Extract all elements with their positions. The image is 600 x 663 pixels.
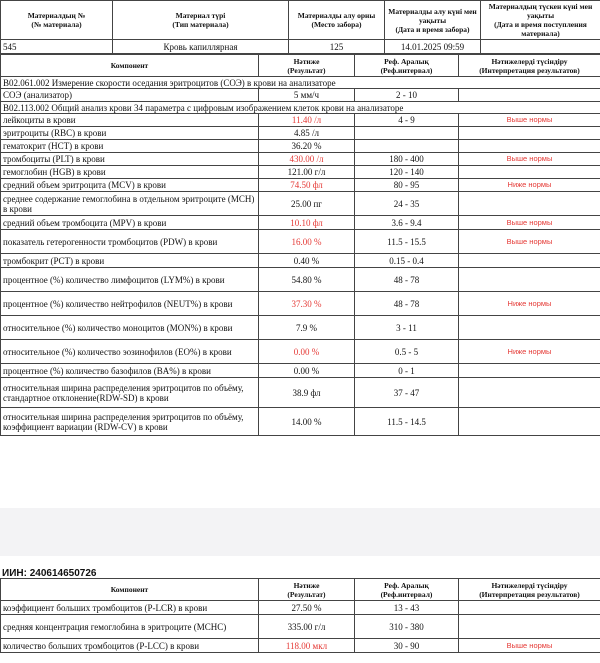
result-value: 10.10 фл bbox=[259, 216, 355, 230]
interp-header: Нәтижелерді түсіндіру (Интерпретация результатов) bbox=[459, 55, 600, 77]
result-row bbox=[1, 216, 600, 230]
sample-number: 545 bbox=[1, 40, 113, 54]
interpretation: Ниже нормы bbox=[459, 340, 600, 364]
interpretation bbox=[459, 364, 600, 378]
result-row bbox=[1, 192, 600, 216]
reference-interval: 48 - 78 bbox=[355, 268, 459, 292]
reference-interval bbox=[355, 127, 459, 140]
result-value: 7.9 % bbox=[259, 316, 355, 340]
component-name: среднее содержание гемоглобина в отдельном эритроците (MCH) в крови bbox=[1, 192, 259, 216]
result-value: 430.00 /л bbox=[259, 153, 355, 166]
interpretation: Ниже нормы bbox=[459, 292, 600, 316]
reference-interval: 3.6 - 9.4 bbox=[355, 216, 459, 230]
result-header-2: Нәтиже (Результат) bbox=[259, 579, 355, 601]
result-header: Нәтиже (Результат) bbox=[259, 55, 355, 77]
reference-interval: 37 - 47 bbox=[355, 378, 459, 408]
reference-interval: 30 - 90 bbox=[355, 639, 459, 653]
interpretation: Выше нормы bbox=[459, 153, 600, 166]
result-value: 16.00 % bbox=[259, 230, 355, 254]
component-name: средний объем эритроцита (MCV) в крови bbox=[1, 179, 259, 192]
interpretation bbox=[459, 140, 600, 153]
component-name: количество больших тромбоцитов (P-LCC) в крови bbox=[1, 639, 259, 653]
result-value: 74.50 фл bbox=[259, 179, 355, 192]
sample-received-header: Материалдың түскен күні мен уақыты (Дата и время поступления материала) bbox=[481, 1, 600, 40]
result-row bbox=[1, 166, 600, 179]
component-name: лейкоциты в крови bbox=[1, 114, 259, 127]
reference-interval: 11.5 - 15.5 bbox=[355, 230, 459, 254]
component-name: процентное (%) количество базофилов (BA%) в крови bbox=[1, 364, 259, 378]
component-name: СОЭ (анализатор) bbox=[1, 89, 259, 102]
reference-interval: 310 - 380 bbox=[355, 615, 459, 639]
reference-interval: 13 - 43 bbox=[355, 601, 459, 615]
interpretation: Ниже нормы bbox=[459, 179, 600, 192]
result-row bbox=[1, 127, 600, 140]
component-name: гемоглобин (HGB) в крови bbox=[1, 166, 259, 179]
section-row bbox=[1, 102, 600, 114]
result-value: 335.00 г/л bbox=[259, 615, 355, 639]
reference-interval: 180 - 400 bbox=[355, 153, 459, 166]
result-row bbox=[1, 408, 600, 436]
reference-interval: 80 - 95 bbox=[355, 179, 459, 192]
result-row bbox=[1, 114, 600, 127]
result-row bbox=[1, 601, 600, 615]
sample-number-header: Материалдың № (№ материала) bbox=[1, 1, 113, 40]
sample-type: Кровь капиллярная bbox=[113, 40, 289, 54]
component-name: тромбоциты (PLT) в крови bbox=[1, 153, 259, 166]
lab-report-page-2 bbox=[0, 578, 600, 653]
component-name: процентное (%) количество нейтрофилов (NEUT%) в крови bbox=[1, 292, 259, 316]
sample-place-header: Материалды алу орны (Место забора) bbox=[289, 1, 385, 40]
result-row bbox=[1, 254, 600, 268]
interpretation bbox=[459, 378, 600, 408]
reference-interval: 0.5 - 5 bbox=[355, 340, 459, 364]
result-value: 118.00 мкл bbox=[259, 639, 355, 653]
component-name: тромбокрит (PCT) в крови bbox=[1, 254, 259, 268]
interp-header-2: Нәтижелерді түсіндіру (Интерпретация результатов) bbox=[459, 579, 600, 601]
interpretation: Выше нормы bbox=[459, 114, 600, 127]
reference-interval: 24 - 35 bbox=[355, 192, 459, 216]
result-value: 5 мм/ч bbox=[259, 89, 355, 102]
section-title: B02.113.002 Общий анализ крови 34 параметра с цифровым изображением клеток крови на анализаторе bbox=[1, 102, 600, 114]
interpretation bbox=[459, 166, 600, 179]
reference-interval: 0.15 - 0.4 bbox=[355, 254, 459, 268]
results-table-2 bbox=[0, 578, 600, 653]
sample-received-at bbox=[481, 40, 600, 54]
result-row bbox=[1, 230, 600, 254]
result-row bbox=[1, 89, 600, 102]
ref-header-2: Реф. Аралық (Реф.интервал) bbox=[355, 579, 459, 601]
result-value: 121.00 г/л bbox=[259, 166, 355, 179]
result-value: 38.9 фл bbox=[259, 378, 355, 408]
result-value: 14.00 % bbox=[259, 408, 355, 436]
result-value: 25.00 пг bbox=[259, 192, 355, 216]
reference-interval: 4 - 9 bbox=[355, 114, 459, 127]
component-name: эритроциты (RBC) в крови bbox=[1, 127, 259, 140]
sample-taken-at: 14.01.2025 09:59 bbox=[385, 40, 481, 54]
reference-interval: 120 - 140 bbox=[355, 166, 459, 179]
interpretation bbox=[459, 316, 600, 340]
result-row bbox=[1, 140, 600, 153]
result-value: 36.20 % bbox=[259, 140, 355, 153]
component-name: коэффициент больших тромбоцитов (P-LCR) в крови bbox=[1, 601, 259, 615]
interpretation bbox=[459, 268, 600, 292]
result-row bbox=[1, 364, 600, 378]
reference-interval: 11.5 - 14.5 bbox=[355, 408, 459, 436]
component-name: относительная ширина распределения эритроцитов по объёму, стандартное отклонение(RDW-SD) в крови bbox=[1, 378, 259, 408]
section-title: B02.061.002 Измерение скорости оседания эритроцитов (СОЭ) в крови на анализаторе bbox=[1, 77, 600, 89]
result-value: 11.40 /л bbox=[259, 114, 355, 127]
sample-info-table bbox=[0, 0, 600, 54]
reference-interval: 48 - 78 bbox=[355, 292, 459, 316]
result-value: 54.80 % bbox=[259, 268, 355, 292]
sample-type-header: Материал түрі (Тип материала) bbox=[113, 1, 289, 40]
interpretation bbox=[459, 89, 600, 102]
result-row bbox=[1, 153, 600, 166]
interpretation bbox=[459, 127, 600, 140]
result-value: 27.50 % bbox=[259, 601, 355, 615]
interpretation bbox=[459, 254, 600, 268]
iin-label: ИИН: 240614650726 bbox=[2, 568, 97, 579]
result-value: 4.85 /л bbox=[259, 127, 355, 140]
component-name: относительное (%) количество эозинофилов (EO%) в крови bbox=[1, 340, 259, 364]
component-name: гематокрит (НСТ) в крови bbox=[1, 140, 259, 153]
component-header-2: Компонент bbox=[1, 579, 259, 601]
reference-interval: 0 - 1 bbox=[355, 364, 459, 378]
sample-taken-header: Материалды алу күні мен уақыты (Дата и время забора) bbox=[385, 1, 481, 40]
result-value: 0.00 % bbox=[259, 340, 355, 364]
component-name: относительная ширина распределения эритроцитов по объёму, коэффициент вариации (RDW-CV) в крови bbox=[1, 408, 259, 436]
result-row bbox=[1, 292, 600, 316]
results-table bbox=[0, 54, 600, 436]
component-name: относительное (%) количество моноцитов (MON%) в крови bbox=[1, 316, 259, 340]
component-name: средний объем тромбоцита (MPV) в крови bbox=[1, 216, 259, 230]
component-name: показатель гетерогенности тромбоцитов (PDW) в крови bbox=[1, 230, 259, 254]
section-row bbox=[1, 77, 600, 89]
result-row bbox=[1, 179, 600, 192]
component-header: Компонент bbox=[1, 55, 259, 77]
component-name: средняя концентрация гемоглобина в эритроците (MCHC) bbox=[1, 615, 259, 639]
result-row bbox=[1, 316, 600, 340]
interpretation bbox=[459, 601, 600, 615]
reference-interval: 2 - 10 bbox=[355, 89, 459, 102]
result-value: 0.40 % bbox=[259, 254, 355, 268]
result-row bbox=[1, 615, 600, 639]
ref-header: Реф. Аралық (Реф.интервал) bbox=[355, 55, 459, 77]
interpretation bbox=[459, 192, 600, 216]
interpretation: Выше нормы bbox=[459, 639, 600, 653]
interpretation bbox=[459, 615, 600, 639]
interpretation: Выше нормы bbox=[459, 216, 600, 230]
sample-place: 125 bbox=[289, 40, 385, 54]
result-row bbox=[1, 378, 600, 408]
result-row bbox=[1, 268, 600, 292]
component-name: процентное (%) количество лимфоцитов (LYM%) в крови bbox=[1, 268, 259, 292]
result-value: 0.00 % bbox=[259, 364, 355, 378]
reference-interval: 3 - 11 bbox=[355, 316, 459, 340]
result-row bbox=[1, 639, 600, 653]
interpretation bbox=[459, 408, 600, 436]
reference-interval bbox=[355, 140, 459, 153]
result-row bbox=[1, 340, 600, 364]
page-gap bbox=[0, 508, 600, 556]
interpretation: Выше нормы bbox=[459, 230, 600, 254]
result-value: 37.30 % bbox=[259, 292, 355, 316]
